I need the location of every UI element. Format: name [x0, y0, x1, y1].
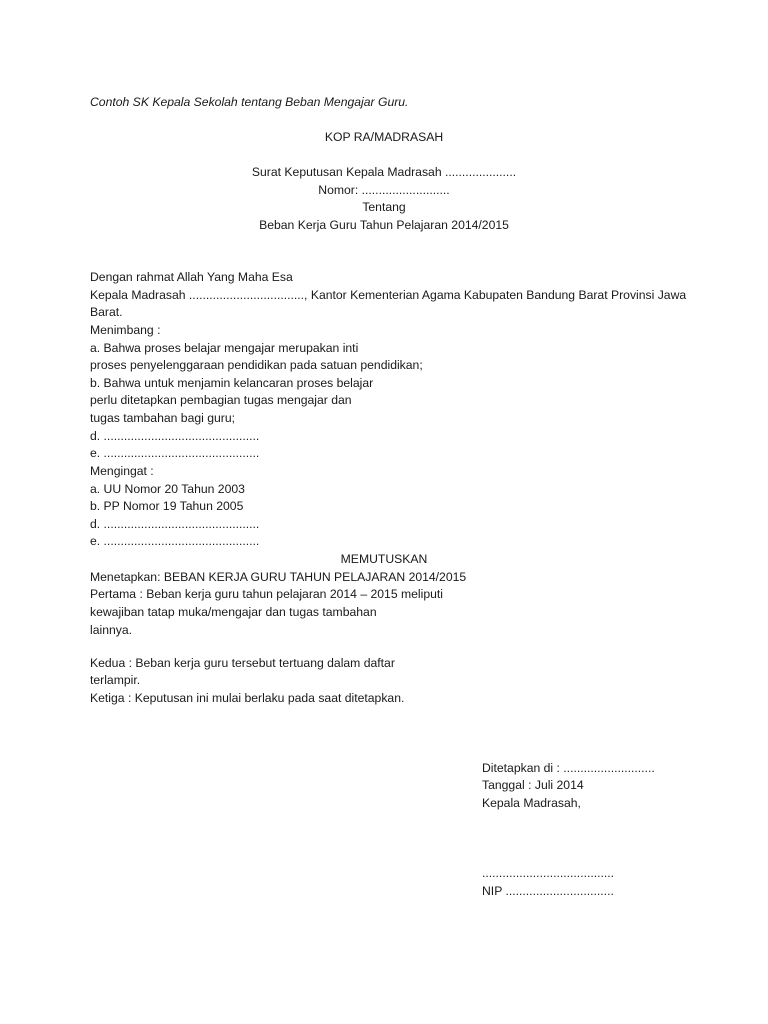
kop-heading: KOP RA/MADRASAH [324, 130, 444, 144]
menimbang-label: Menimbang : [90, 323, 161, 337]
signature-ditetapkan: Ditetapkan di : ........................... [482, 761, 655, 775]
opening-rahmat: Dengan rahmat Allah Yang Maha Esa [90, 270, 293, 284]
mengingat-line: b. PP Nomor 19 Tahun 2005 [90, 499, 244, 513]
decree-number: Nomor: .......................... [318, 183, 450, 197]
pertama-line: Pertama : Beban kerja guru tahun pelajaran 2014 – 2015 meliputi [90, 587, 443, 601]
menimbang-line: proses penyelenggaraan pendidikan pada satuan pendidikan; [90, 358, 423, 372]
mengingat-line: e. .............................................. [90, 534, 260, 548]
decree-subject: Beban Kerja Guru Tahun Pelajaran 2014/2015 [259, 218, 509, 232]
mengingat-label: Mengingat : [90, 464, 154, 478]
menimbang-line: e. .............................................. [90, 446, 260, 460]
opening-kepala-line1: Kepala Madrasah .................................., Kantor Kementerian Agama Kabupaten Bandung Barat Provinsi Jawa [90, 288, 687, 302]
decree-title: Surat Keputusan Kepala Madrasah ..................... [251, 165, 517, 179]
memutuskan-heading: MEMUTUSKAN [340, 552, 428, 566]
signature-nip: NIP ................................ [482, 884, 614, 898]
menimbang-line: d. .............................................. [90, 429, 260, 443]
menimbang-line: a. Bahwa proses belajar mengajar merupakan inti [90, 341, 359, 355]
menetapkan-line: Menetapkan: BEBAN KERJA GURU TAHUN PELAJARAN 2014/2015 [90, 570, 467, 584]
kedua-line: Kedua : Beban kerja guru tersebut tertuang dalam daftar [90, 656, 395, 670]
opening-kepala-line2: Barat. [90, 305, 123, 319]
pertama-line: kewajiban tatap muka/mengajar dan tugas tambahan [90, 605, 377, 619]
pertama-line: lainnya. [90, 623, 133, 637]
signature-jabatan: Kepala Madrasah, [482, 796, 581, 810]
signature-tanggal: Tanggal : Juli 2014 [482, 778, 584, 792]
menimbang-line: tugas tambahan bagi guru; [90, 411, 236, 425]
signature-name-line: ....................................... [482, 866, 615, 880]
mengingat-line: d. .............................................. [90, 517, 260, 531]
tentang-label: Tentang [362, 200, 406, 214]
menimbang-line: b. Bahwa untuk menjamin kelancaran proses belajar [90, 376, 374, 390]
kedua-line: terlampir. [90, 673, 141, 687]
mengingat-line: a. UU Nomor 20 Tahun 2003 [90, 482, 245, 496]
menimbang-line: perlu ditetapkan pembagian tugas mengajar dan [90, 393, 352, 407]
document-caption: Contoh SK Kepala Sekolah tentang Beban Mengajar Guru. [90, 95, 409, 109]
ketiga-line: Ketiga : Keputusan ini mulai berlaku pada saat ditetapkan. [90, 691, 405, 705]
